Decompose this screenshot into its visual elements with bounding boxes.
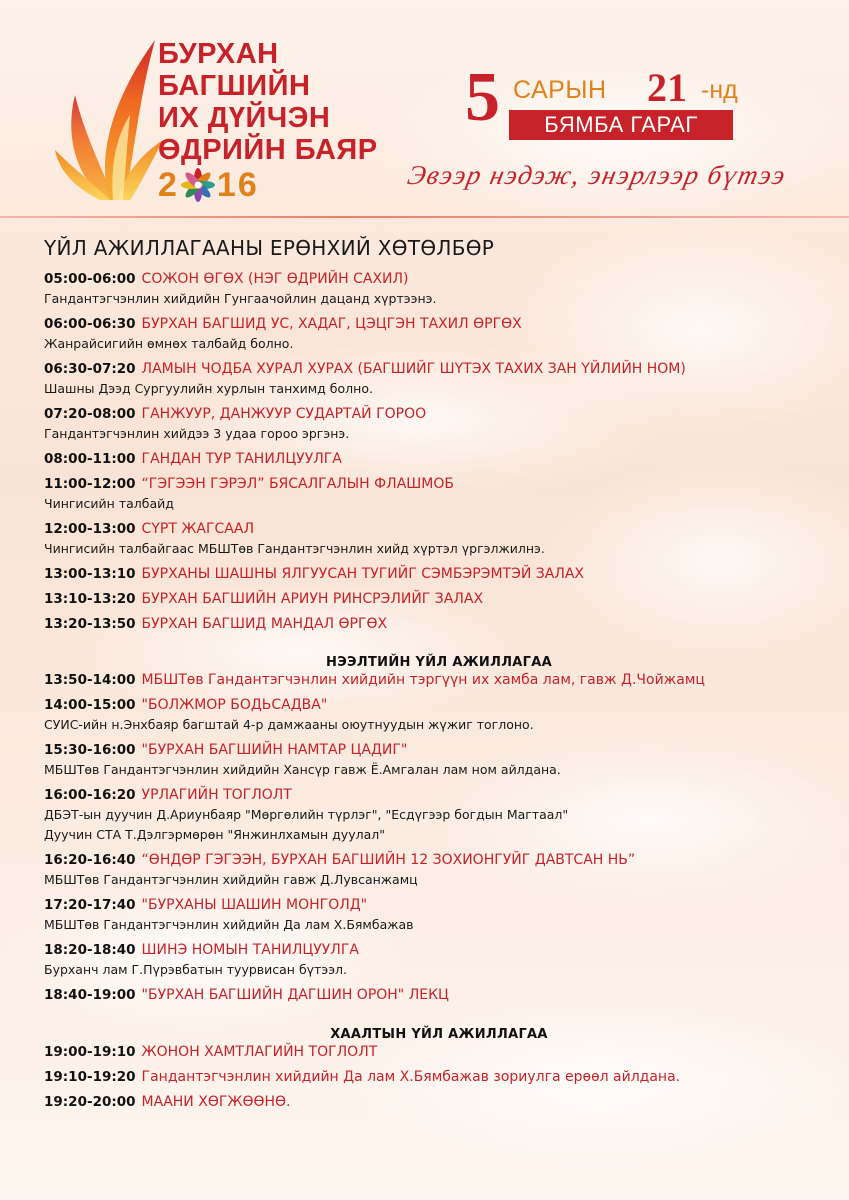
schedule-item xyxy=(44,359,834,404)
time-range: 05:00-06:00 xyxy=(44,271,136,287)
schedule-item-header xyxy=(44,1067,834,1087)
schedule-item-header xyxy=(44,449,834,469)
logo-line: ИХ ДҮЙЧЭН xyxy=(158,102,331,134)
event-description: Гандантэгчэнлин хийдээ 3 удаа горoo эргэнэ. xyxy=(44,426,350,441)
event-description: МБШТөв Гандантэгчэнлин хийдийн Хансүр гавж Ё.Амгалан лам ном айлдана. xyxy=(44,762,561,777)
time-range: 17:20-17:40 xyxy=(44,897,136,913)
event-title: "БОЛЖМОР БОДЬСАДВА" xyxy=(141,697,328,713)
closing-schedule xyxy=(44,1042,834,1117)
year-suffix: 16 xyxy=(216,166,259,204)
time-range: 13:50-14:00 xyxy=(44,672,136,688)
schedule-item-header xyxy=(44,695,834,715)
time-range: 08:00-11:00 xyxy=(44,451,136,467)
event-description: ДБЭТ-ын дуучин Д.Ариунбаяр "Мөргөлийн түрлэг", "Есдүгээр богдын Магтаал" xyxy=(44,807,569,822)
schedule-item-header xyxy=(44,670,834,690)
main-schedule xyxy=(44,269,834,639)
schedule-item xyxy=(44,404,834,449)
time-range: 06:00-06:30 xyxy=(44,316,136,332)
event-title: БУРХАН БАГШИД УС, ХАДАГ, ЦЭЦГЭН ТАХИЛ ӨРГӨХ xyxy=(141,316,522,332)
schedule-item-header xyxy=(44,614,834,634)
event-title: ГАНДАН ТУР ТАНИЛЦУУЛГА xyxy=(141,451,342,467)
schedule-item xyxy=(44,519,834,564)
schedule-item-header xyxy=(44,1042,834,1062)
schedule-item-header xyxy=(44,985,834,1005)
schedule-item xyxy=(44,670,834,695)
time-range: 15:30-16:00 xyxy=(44,742,136,758)
schedule-item xyxy=(44,850,834,895)
opening-section-title: НЭЭЛТИЙН ҮЙЛ АЖИЛЛАГАА xyxy=(326,655,552,670)
event-title: “ГЭГЭЭН ГЭРЭЛ” БЯСАЛГАЛЫН ФЛАШМОБ xyxy=(141,476,454,492)
time-range: 19:20-20:00 xyxy=(44,1094,136,1110)
time-range: 16:20-16:40 xyxy=(44,852,136,868)
logo-line: БУРХАН xyxy=(158,38,279,70)
event-title: ШИНЭ НОМЫН ТАНИЛЦУУЛГА xyxy=(141,942,359,958)
time-range: 19:10-19:20 xyxy=(44,1069,136,1085)
schedule-item-header xyxy=(44,1092,834,1112)
schedule-item xyxy=(44,695,834,740)
event-description: СУИС-ийн н.Энхбаяр багштай 4-р дамжааны оюутнуудын жүжиг тоглоно. xyxy=(44,717,534,732)
closing-section-title: ХААЛТЫН ҮЙЛ АЖИЛЛАГАА xyxy=(330,1027,548,1042)
event-title: Гандантэгчэнлин хийдийн Да лам Х.Бямбажав зориулга ерөөл айлдана. xyxy=(141,1069,681,1085)
event-description: Жанрайсигийн өмнөх талбайд болно. xyxy=(44,336,294,351)
event-date xyxy=(465,59,755,144)
event-description: МБШТөв Гандантэгчэнлин хийдийн Да лам Х.Бямбажав xyxy=(44,917,414,932)
schedule-item-header xyxy=(44,404,834,424)
schedule-item-header xyxy=(44,940,834,960)
header-divider xyxy=(0,216,849,218)
time-range: 11:00-12:00 xyxy=(44,476,136,492)
event-title: ЛАМЫН ЧОДБА ХУРАЛ ХУРАХ (БАГШИЙГ ШҮТЭХ ТАХИХ ЗАН ҮЙЛИЙН НОМ) xyxy=(141,361,686,377)
program xyxy=(44,236,834,1117)
event-title: "БУРХАН БАГШИЙН ДАГШИН ОРОН" ЛЕКЦ xyxy=(141,987,449,1003)
program-title: ҮЙЛ АЖИЛЛАГААНЫ ЕРӨНХИЙ ХӨТӨЛБӨР xyxy=(44,236,495,260)
event-description: Дуучин СТА Т.Дэлгэрмөрөн "Янжинлхамын дуулал" xyxy=(44,827,385,842)
event-title: МБШТөв Гандантэгчэнлин хийдийн тэргүүн их хамба лам, гавж Д.Чойжамц xyxy=(141,672,705,688)
month-number: 5 xyxy=(465,59,500,136)
event-title: БУРХАН БАГШИД МАНДАЛ ӨРГӨХ xyxy=(141,616,388,632)
opening-schedule xyxy=(44,670,834,1010)
schedule-item xyxy=(44,1042,834,1067)
event-title: СОЖОН ӨГӨХ (НЭГ ӨДРИЙН САХИЛ) xyxy=(141,271,409,287)
schedule-item xyxy=(44,1067,834,1092)
header xyxy=(0,0,849,218)
event-title: ЖОНОН ХАМТЛАГИЙН ТОГЛОЛТ xyxy=(141,1044,378,1060)
event-description: Бурханч лам Г.Пүрэвбатын туурвисан бүтээл. xyxy=(44,962,348,977)
schedule-item xyxy=(44,895,834,940)
time-range: 12:00-13:00 xyxy=(44,521,136,537)
year-prefix: 2 xyxy=(158,166,179,204)
schedule-item-header xyxy=(44,850,834,870)
time-range: 13:20-13:50 xyxy=(44,616,136,632)
event-description: Чингисийн талбайд xyxy=(44,496,174,511)
time-range: 06:30-07:20 xyxy=(44,361,136,377)
festival-logo-text xyxy=(158,38,398,204)
schedule-item xyxy=(44,564,834,589)
weekday-banner: БЯМБА ГАРАГ xyxy=(509,110,733,140)
schedule-item-header xyxy=(44,359,834,379)
day-suffix: -нд xyxy=(701,76,738,104)
schedule-item-header xyxy=(44,269,834,289)
logo-line: БАГШИЙН xyxy=(158,70,311,102)
schedule-item-header xyxy=(44,474,834,494)
schedule-item-header xyxy=(44,785,834,805)
schedule-item-header xyxy=(44,589,834,609)
time-range: 13:00-13:10 xyxy=(44,566,136,582)
event-title: БУРХАНЫ ШАШНЫ ЯЛГУУСАН ТУГИЙГ СЭМБЭРЭМТЭЙ ЗАЛАХ xyxy=(141,566,585,582)
schedule-item xyxy=(44,985,834,1010)
flame-icon xyxy=(55,35,165,205)
schedule-item xyxy=(44,474,834,519)
schedule-item xyxy=(44,940,834,985)
day-number: 21 xyxy=(647,65,687,110)
schedule-item xyxy=(44,785,834,850)
schedule-item xyxy=(44,589,834,614)
lotus-flower-icon xyxy=(181,168,215,202)
event-title: “ӨНДӨР ГЭГЭЭН, БУРХАН БАГШИЙН 12 ЗОХИОНГУЙГ ДАВТСАН НЬ” xyxy=(141,852,636,868)
schedule-item xyxy=(44,314,834,359)
slogan: Эвээр нэдэж, энэрлээр бүтээ xyxy=(404,160,790,190)
time-range: 14:00-15:00 xyxy=(44,697,136,713)
schedule-item-header xyxy=(44,564,834,584)
time-range: 18:20-18:40 xyxy=(44,942,136,958)
logo-year xyxy=(158,166,398,204)
schedule-item-header xyxy=(44,895,834,915)
event-title: БУРХАН БАГШИЙН АРИУН РИНСРЭЛИЙГ ЗАЛАХ xyxy=(141,591,484,607)
schedule-item xyxy=(44,740,834,785)
event-description: МБШТөв Гандантэгчэнлин хийдийн гавж Д.Лувсанжамц xyxy=(44,872,418,887)
schedule-item xyxy=(44,449,834,474)
event-title: МААНИ ХӨГЖӨӨНӨ. xyxy=(141,1094,291,1110)
schedule-item-header xyxy=(44,519,834,539)
event-title: "БУРХАНЫ ШАШИН МОНГОЛД" xyxy=(141,897,368,913)
time-range: 07:20-08:00 xyxy=(44,406,136,422)
time-range: 13:10-13:20 xyxy=(44,591,136,607)
event-title: СҮРТ ЖАГСААЛ xyxy=(141,521,254,537)
month-word: САРЫН xyxy=(513,76,607,104)
time-range: 19:00-19:10 xyxy=(44,1044,136,1060)
schedule-item xyxy=(44,269,834,314)
schedule-item xyxy=(44,614,834,639)
time-range: 16:00-16:20 xyxy=(44,787,136,803)
event-description: Гандантэгчэнлин хийдийн Гунгаачойлин дацанд хүртээнэ. xyxy=(44,291,437,306)
event-description: Шашны Дээд Сургуулийн хурлын танхимд болно. xyxy=(44,381,373,396)
event-title: ГАНЖУУР, ДАНЖУУР СУДАРТАЙ ГОРОО xyxy=(141,406,427,422)
schedule-item-header xyxy=(44,314,834,334)
schedule-item xyxy=(44,1092,834,1117)
logo-line: ӨДРИЙН БАЯР xyxy=(158,134,378,166)
event-description: Чингисийн талбайгаас МБШТөв Гандантэгчэнлин хийд хүртэл үргэлжилнэ. xyxy=(44,541,545,556)
schedule-item-header xyxy=(44,740,834,760)
time-range: 18:40-19:00 xyxy=(44,987,136,1003)
event-title: "БУРХАН БАГШИЙН НАМТАР ЦАДИГ" xyxy=(141,742,408,758)
event-title: УРЛАГИЙН ТОГЛОЛТ xyxy=(141,787,292,803)
